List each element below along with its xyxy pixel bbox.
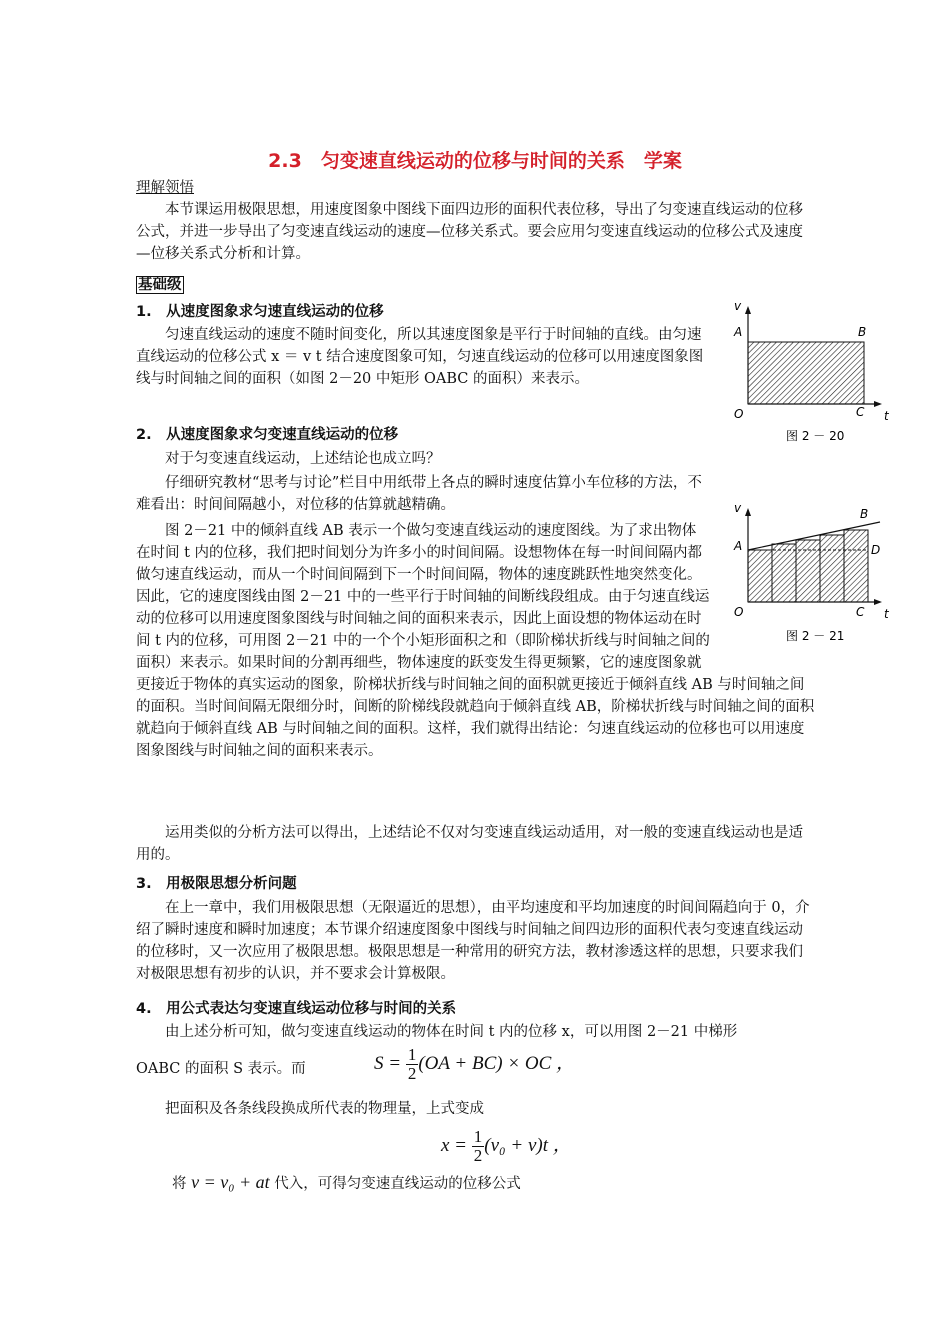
fig20-t-arrow (874, 401, 882, 407)
fig21-c-label: C (856, 605, 865, 619)
figure-2-21 (726, 500, 902, 650)
page-title: 2.3 匀变速直线运动的位移与时间的关系 学案 (268, 150, 682, 172)
eq2-numerator: 1 (473, 1127, 483, 1146)
fig21-step-rect (772, 544, 796, 602)
equation-displacement (441, 1128, 572, 1165)
paragraph-2c-text: 图 2－21 中的倾斜直线 AB 表示一个做匀变速直线运动的速度图线。为了求出物体在时间 t 内的位移，我们把时间划分为许多小的时间间隔。设想物体在每一时间间隔内都做匀速直线运动，而从一个时间间隔到下一个时间间隔，物体的速度跳跃性地突然变化。因此，它的速度图线由图 2－21 中的一些平行于时间轴的间断线段组成。由于匀速直线运动的位移可以用速度图象图线与时间轴之间的面积来表示，因此上面设想的物体运动在时间 t 内的位移，可用图 2－21 中的一个个小矩形面积之和（即阶梯状折线与时间轴之间的面积）来表示。如果时间的分割再细些，物体速度的跃变发生得更频繁，它的速度图象就更接近于物体的真实运动的图象，阶梯状折线与时间轴之间的面积就更接近于倾斜直线 AB 与时间轴之间的面积。当时间间隔无限细分时，间断的阶梯线段就趋向于倾斜直线 AB，阶梯状折线与时间轴之间的面积就趋向于倾斜直线 AB 与时间轴之间的面积。这样，我们就得出结论：匀速直线运动的位移也可以用速度图象图线与时间轴之间的面积来表示。 (136, 523, 815, 759)
p4d-pre: 将 (172, 1176, 187, 1192)
section-understand (136, 176, 194, 197)
fig20-v-arrow (745, 306, 751, 314)
paragraph-3: 在上一章中，我们用极限思想（无限逼近的思想），由平均速度和平均加速度的时间间隔趋向于 0，介绍了瞬时速度和瞬时加速度；本节课介绍速度图象中图线与时间轴之间四边形的面积代表匀变速直线运动的位移时，又一次应用了极限思想。极限思想是一种常用的研究方法，教材渗透这样的思想，只要求我们对极限思想有初步的认识，并不要求会计算极限。 (136, 900, 810, 982)
heading-2: 2. 从速度图象求匀变速直线运动的位移 (136, 427, 399, 443)
paragraph-4a: 由上述分析可知，做匀变速直线运动的物体在时间 t 内的位移 x，可以用图 2－21 中梯形 (165, 1024, 738, 1040)
fig20-a-label: A (734, 325, 743, 339)
eq1-numerator: 1 (407, 1045, 417, 1064)
fig21-step-rect (748, 550, 772, 602)
eq1-rhs: (OA + BC) × OC ， (418, 1052, 576, 1074)
intro-paragraph: 本节课运用极限思想，用速度图象中图线下面四边形的面积代表位移，导出了匀变速直线运动的位移公式，并进一步导出了匀变速直线运动的速度—位移关系式。要会应用匀变速直线运动的位移公式及速度—位移关系式分析和计算。 (136, 202, 803, 262)
eq2-lhs: x = (441, 1134, 468, 1156)
fig21-caption: 图 2 － 21 (786, 629, 845, 643)
eq2-denominator: 2 (473, 1146, 483, 1165)
fig20-t-label: t (884, 409, 889, 423)
fig21-step-rect (796, 540, 820, 602)
fig21-t-arrow (874, 599, 882, 605)
fig20-rectangle-oabc (748, 342, 864, 404)
fig21-v-label: v (734, 501, 742, 515)
fig20-caption: 图 2 － 20 (786, 429, 845, 443)
paragraph-2a: 对于匀变速直线运动，上述结论也成立吗？ (165, 451, 441, 467)
fig21-d-label: D (871, 543, 881, 557)
section-understand-label: 理解领悟 (136, 180, 194, 196)
heading-1: 1. 从速度图象求匀速直线运动的位移 (136, 304, 384, 320)
level-basic-text: 基础级 (138, 277, 182, 293)
fig21-step-rect (844, 530, 868, 602)
figure-2-20 (726, 296, 902, 446)
paragraph-2b: 仔细研究教材“思考与讨论”栏目中用纸带上各点的瞬时速度估算小车位移的方法，不难看出：时间间隔越小，对位移的估算就越精确。 (136, 475, 702, 513)
heading-4: 4. 用公式表达匀变速直线运动位移与时间的关系 (136, 1001, 457, 1017)
eq2-fraction (472, 1128, 485, 1165)
fig20-c-label: C (856, 405, 865, 419)
equation-area (374, 1046, 575, 1083)
paragraph-2d: 运用类似的分析方法可以得出，上述结论不仅对匀变速直线运动适用，对一般的变速直线运动也是适用的。 (136, 825, 803, 863)
fig21-t-label: t (884, 607, 889, 621)
fig21-v-arrow (745, 508, 751, 516)
p4d-post: 代入，可得匀变速直线运动的位移公式 (274, 1176, 521, 1192)
fig21-b-label: B (860, 507, 869, 521)
eq2-rhs: (v₀ + v)t ， (484, 1134, 572, 1156)
level-basic-label (136, 273, 184, 294)
paragraph-2c (136, 520, 816, 762)
paragraph-4d (172, 1172, 521, 1193)
fig21-step-rect (820, 535, 844, 602)
fig20-v-label: v (734, 299, 742, 313)
eq1-fraction (406, 1046, 419, 1083)
paragraph-4b: OABC 的面积 S 表示。而 (136, 1061, 306, 1077)
eq1-denominator: 2 (407, 1064, 417, 1083)
paragraph-4c: 把面积及各条线段换成所代表的物理量，上式变成 (165, 1101, 484, 1117)
eq3-velocity: v = v₀ + at (191, 1172, 270, 1192)
paragraph-1: 匀速直线运动的速度不随时间变化，所以其速度图象是平行于时间轴的直线。由匀速直线运动的位移公式 x ＝ v t 结合速度图象可知，匀速直线运动的位移可以用速度图象图线与时间轴之间的面积（如图 2－20 中矩形 OABC 的面积）来表示。 (136, 327, 704, 387)
fig20-o-label: O (734, 407, 744, 421)
fig21-o-label: O (734, 605, 744, 619)
heading-3: 3. 用极限思想分析问题 (136, 876, 297, 892)
fig21-a-label: A (734, 539, 743, 553)
eq1-lhs: S = (374, 1052, 402, 1074)
fig20-b-label: B (858, 325, 867, 339)
